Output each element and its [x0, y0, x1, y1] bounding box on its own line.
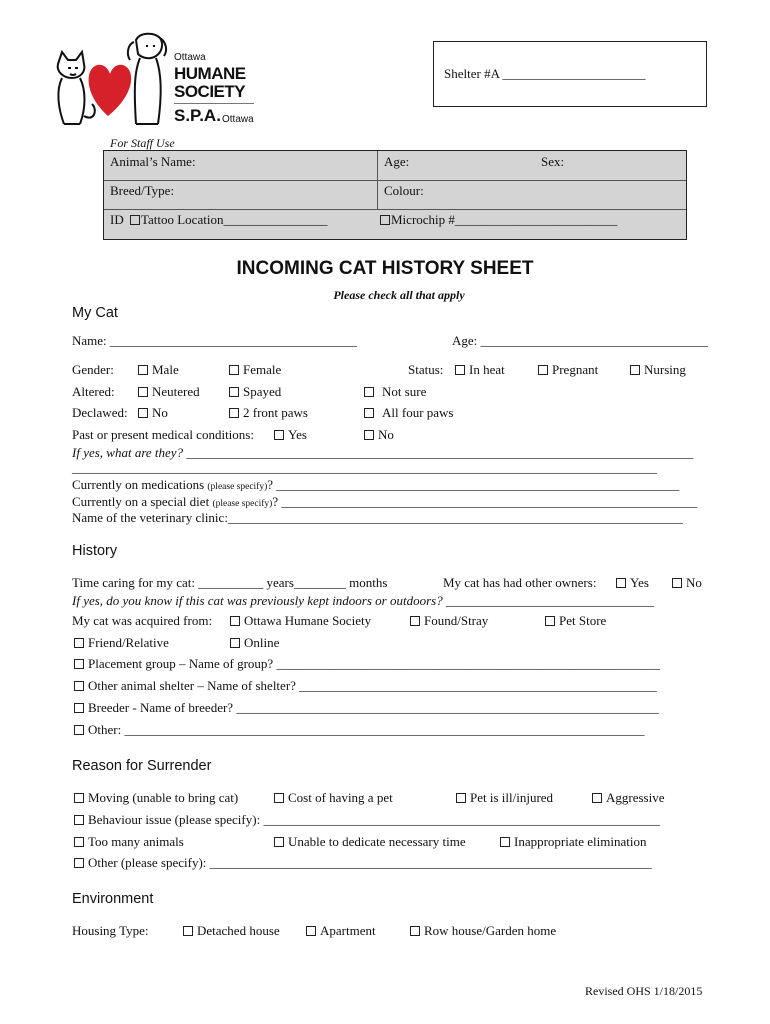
moving-checkbox[interactable]: [74, 793, 84, 803]
surrender-other-option[interactable]: [74, 855, 652, 871]
animal-name-field[interactable]: Animal’s Name:: [110, 154, 196, 169]
friend-label: Friend/Relative: [88, 635, 169, 650]
medical-yes-label: Yes: [288, 427, 307, 442]
cat-name-field[interactable]: Name: ______________________________________: [72, 333, 357, 348]
online-label: Online: [244, 635, 280, 650]
breeder-label: Breeder - Name of breeder? _________________________________________________________________: [88, 700, 659, 715]
medications-specify-note: (please specify): [207, 482, 268, 492]
found-stray-checkbox[interactable]: [410, 616, 420, 626]
other-shelter-option[interactable]: [74, 678, 657, 694]
cost-checkbox[interactable]: [274, 793, 284, 803]
neutered-checkbox[interactable]: [138, 387, 148, 397]
tattoo-label: Tattoo Location________________: [140, 212, 328, 227]
found-stray-option[interactable]: [410, 613, 488, 629]
pregnant-option[interactable]: [538, 362, 598, 378]
diet-label: Currently on a special diet: [72, 494, 210, 509]
logo-ottawa-bottom: Ottawa: [222, 114, 254, 125]
ill-label: Pet is ill/injured: [470, 790, 554, 805]
medical-no-option[interactable]: [364, 427, 394, 443]
my-cat-heading: My Cat: [72, 305, 118, 321]
logo-spa: S.P.A.: [174, 106, 221, 125]
female-option[interactable]: [229, 362, 281, 378]
medications-field[interactable]: [72, 477, 679, 493]
surrender-other-label: Other (please specify): ____________________________________________________________________: [88, 855, 652, 870]
behaviour-checkbox[interactable]: [74, 815, 84, 825]
ill-option[interactable]: [456, 790, 553, 806]
moving-label: Moving (unable to bring cat): [88, 790, 239, 805]
in-heat-checkbox[interactable]: [455, 365, 465, 375]
medical-label: Past or present medical conditions:: [72, 427, 254, 442]
page-subtitle: Please check all that apply: [333, 288, 465, 302]
online-option[interactable]: [230, 635, 279, 651]
indoors-outdoors-field[interactable]: If yes, do you know if this cat was previously kept indoors or outdoors? ________________________________: [72, 593, 654, 608]
too-many-checkbox[interactable]: [74, 837, 84, 847]
environment-heading: Environment: [72, 891, 154, 907]
other-owners-label: My cat has had other owners:: [443, 575, 597, 590]
row-house-option[interactable]: [410, 923, 556, 939]
staff-sex-field[interactable]: Sex:: [541, 154, 565, 169]
placement-label: Placement group – Name of group? ___________________________________________________________: [88, 656, 660, 671]
revision-footer: Revised OHS 1/18/2015: [585, 984, 703, 998]
inappropriate-label: Inappropriate elimination: [514, 834, 647, 849]
placement-option[interactable]: [74, 656, 660, 672]
surrender-heading: Reason for Surrender: [72, 758, 212, 774]
vet-clinic-field[interactable]: Name of the veterinary clinic:______________________________________________________________________: [72, 510, 683, 525]
pregnant-label: Pregnant: [552, 362, 599, 377]
inappropriate-checkbox[interactable]: [500, 837, 510, 847]
cat-age-field[interactable]: Age: ___________________________________: [452, 333, 709, 348]
nursing-label: Nursing: [644, 362, 686, 377]
medical-details-field[interactable]: If yes, what are they? ______________________________________________________________________________: [72, 445, 694, 460]
behaviour-label: Behaviour issue (please specify): _____________________________________________________________: [88, 812, 660, 827]
logo-humane: HUMANE: [174, 64, 246, 83]
pet-store-option[interactable]: [545, 613, 606, 629]
medical-yes-checkbox[interactable]: [274, 430, 284, 440]
id-label: ID: [110, 212, 124, 227]
microchip-field: [374, 209, 685, 238]
pet-store-label: Pet Store: [559, 613, 607, 628]
online-checkbox[interactable]: [230, 638, 240, 648]
cost-label: Cost of having a pet: [288, 790, 393, 805]
spayed-checkbox[interactable]: [229, 387, 239, 397]
housing-label: Housing Type:: [72, 923, 149, 938]
male-checkbox[interactable]: [138, 365, 148, 375]
two-front-label: 2 front paws: [243, 405, 308, 420]
nursing-option[interactable]: [630, 362, 686, 378]
breed-field[interactable]: Breed/Type:: [110, 183, 175, 198]
surrender-other-checkbox[interactable]: [74, 858, 84, 868]
two-front-option[interactable]: [229, 405, 308, 421]
medical-details-line-2[interactable]: __________________________________________________________________________________________: [72, 460, 657, 475]
inappropriate-option[interactable]: [500, 834, 646, 850]
in-heat-label: In heat: [469, 362, 505, 377]
logo-divider: [174, 103, 254, 104]
diet-field[interactable]: [72, 494, 697, 510]
female-label: Female: [243, 362, 282, 377]
history-other-option[interactable]: [74, 722, 644, 738]
too-many-option[interactable]: [74, 834, 184, 850]
other-owners-yes-option[interactable]: [616, 575, 649, 591]
neutered-option[interactable]: [138, 384, 200, 400]
ohs-option[interactable]: [230, 613, 371, 629]
history-other-checkbox[interactable]: [74, 725, 84, 735]
pregnant-checkbox[interactable]: [538, 365, 548, 375]
in-heat-option[interactable]: [455, 362, 505, 378]
staff-age-field[interactable]: Age:: [377, 151, 535, 180]
altered-label: Altered:: [72, 384, 115, 399]
declawed-no-label: No: [152, 405, 168, 420]
staff-use-caption: For Staff Use: [110, 136, 175, 150]
breeder-option[interactable]: [74, 700, 659, 716]
status-label: Status:: [408, 362, 444, 377]
row-house-label: Row house/Garden home: [424, 923, 557, 938]
apartment-checkbox[interactable]: [306, 926, 316, 936]
all-four-option[interactable]: [364, 405, 454, 421]
not-sure-checkbox[interactable]: [364, 387, 374, 397]
all-four-label: All four paws: [382, 405, 454, 420]
too-many-label: Too many animals: [88, 834, 184, 849]
other-owners-no-label: No: [686, 575, 702, 590]
id-tattoo-field: [104, 209, 377, 238]
declawed-no-option[interactable]: [138, 405, 168, 421]
logo-society: SOCIETY: [174, 82, 246, 101]
detached-checkbox[interactable]: [183, 926, 193, 936]
medications-line: ? ______________________________________________________________: [267, 477, 680, 492]
history-other-label: Other: ________________________________________________________________________________: [88, 722, 645, 737]
spayed-label: Spayed: [243, 384, 282, 399]
cost-option[interactable]: [274, 790, 393, 806]
apartment-option[interactable]: [306, 923, 376, 939]
male-label: Male: [152, 362, 179, 377]
placement-checkbox[interactable]: [74, 659, 84, 669]
aggressive-label: Aggressive: [606, 790, 665, 805]
male-option[interactable]: [138, 362, 179, 378]
other-shelter-label: Other animal shelter – Name of shelter? _______________________________________________________: [88, 678, 657, 693]
other-owners-yes-checkbox[interactable]: [616, 578, 626, 588]
aggressive-checkbox[interactable]: [592, 793, 602, 803]
shelter-number-label: Shelter #A ______________________: [444, 66, 646, 81]
diet-specify-note: (please specify): [212, 499, 273, 509]
neutered-label: Neutered: [152, 384, 200, 399]
staff-row-1: [104, 151, 686, 181]
breeder-checkbox[interactable]: [74, 703, 84, 713]
declawed-label: Declawed:: [72, 405, 128, 420]
medications-label: Currently on medications: [72, 477, 205, 492]
microchip-label: Microchip #_________________________: [391, 212, 618, 227]
other-shelter-checkbox[interactable]: [74, 681, 84, 691]
logo-ottawa-top: Ottawa: [174, 52, 206, 63]
pet-store-checkbox[interactable]: [545, 616, 555, 626]
unable-checkbox[interactable]: [274, 837, 284, 847]
page-title: INCOMING CAT HISTORY SHEET: [236, 258, 534, 279]
other-owners-no-option[interactable]: [672, 575, 702, 591]
aggressive-option[interactable]: [592, 790, 665, 806]
found-stray-label: Found/Stray: [424, 613, 489, 628]
microchip-checkbox[interactable]: [380, 215, 390, 225]
unable-option[interactable]: [274, 834, 466, 850]
time-caring-field[interactable]: Time caring for my cat: __________ years________ months: [72, 575, 388, 590]
medical-yes-option[interactable]: [274, 427, 307, 443]
two-front-checkbox[interactable]: [229, 408, 239, 418]
spayed-option[interactable]: [229, 384, 281, 400]
other-owners-no-checkbox[interactable]: [672, 578, 682, 588]
medical-no-label: No: [378, 427, 394, 442]
medical-no-checkbox[interactable]: [364, 430, 374, 440]
ill-checkbox[interactable]: [456, 793, 466, 803]
ohs-label: Ottawa Humane Society: [244, 613, 372, 628]
friend-checkbox[interactable]: [74, 638, 84, 648]
staff-use-table: [103, 150, 687, 240]
nursing-checkbox[interactable]: [630, 365, 640, 375]
row-house-checkbox[interactable]: [410, 926, 420, 936]
staff-row-2: [104, 180, 686, 210]
colour-field[interactable]: Colour:: [377, 180, 685, 209]
history-heading: History: [72, 543, 118, 559]
apartment-label: Apartment: [320, 923, 376, 938]
staff-row-3: [104, 209, 686, 238]
tattoo-checkbox[interactable]: [130, 215, 140, 225]
other-owners-yes-label: Yes: [630, 575, 649, 590]
humane-society-logo: [50, 30, 265, 128]
behaviour-option[interactable]: [74, 812, 660, 828]
not-sure-label: Not sure: [382, 384, 427, 399]
ohs-checkbox[interactable]: [230, 616, 240, 626]
detached-label: Detached house: [197, 923, 280, 938]
gender-label: Gender:: [72, 362, 114, 377]
not-sure-option[interactable]: [364, 384, 426, 400]
friend-option[interactable]: [74, 635, 169, 651]
shelter-number-box[interactable]: [433, 41, 707, 107]
cat-dog-heart-icon: [50, 30, 170, 128]
acquired-label: My cat was acquired from:: [72, 613, 213, 628]
moving-option[interactable]: [74, 790, 238, 806]
female-checkbox[interactable]: [229, 365, 239, 375]
detached-option[interactable]: [183, 923, 280, 939]
all-four-checkbox[interactable]: [364, 408, 374, 418]
diet-line: ? ________________________________________________________________: [272, 494, 698, 509]
unable-label: Unable to dedicate necessary time: [288, 834, 466, 849]
declawed-no-checkbox[interactable]: [138, 408, 148, 418]
